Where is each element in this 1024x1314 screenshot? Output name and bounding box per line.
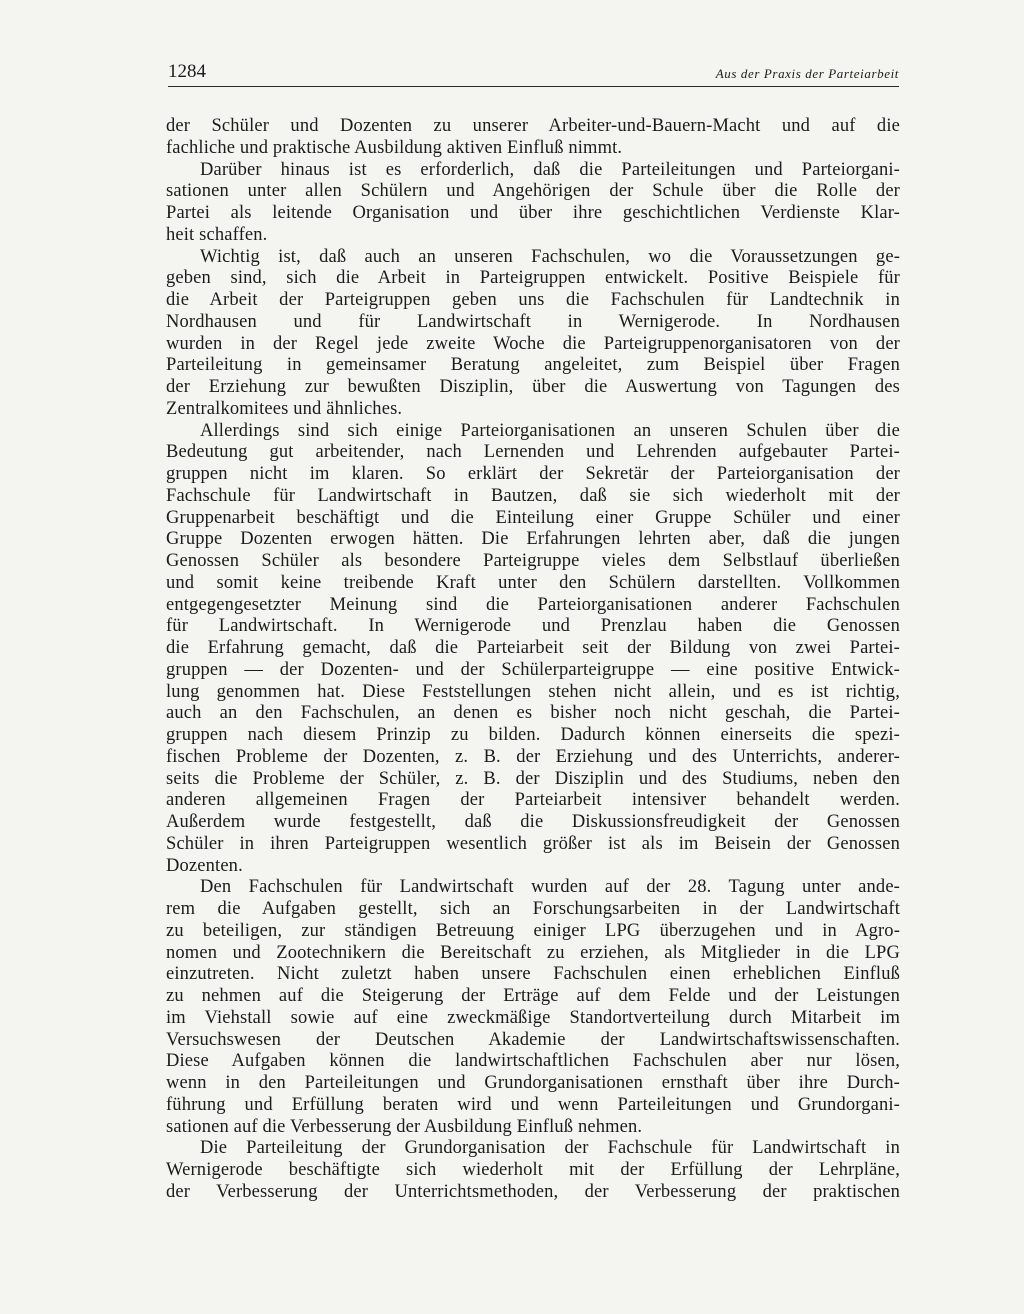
text-line: Zentralkomitees und ähnliches. <box>166 398 403 419</box>
text-line: Versuchswesen der Deutschen Akademie der Landwirtschaftswissenschaften. <box>166 1029 900 1050</box>
text-line: Schüler in ihren Parteigruppen wesentlich größer ist als im Beisein der Genossen <box>166 833 900 854</box>
text-line: die Erfahrung gemacht, daß die Parteiarbeit seit der Bildung von zwei Partei- <box>166 638 900 658</box>
text-line: Gruppe Dozenten erwogen hätten. Die Erfahrungen lehrten aber, daß die jungen <box>166 529 900 550</box>
text-line: Diese Aufgaben können die landwirtschaftlichen Fachschulen aber nur lösen, <box>166 1051 900 1072</box>
text-line: rem die Aufgaben gestellt, sich an Forschungsarbeiten in der Landwirtschaft <box>166 899 900 919</box>
text-line: der Verbesserung der Unterrichtsmethoden, der Verbesserung der praktischen <box>166 1181 900 1202</box>
text-line: Den Fachschulen für Landwirtschaft wurden auf der 28. Tagung unter ande- <box>200 877 900 898</box>
text-line: wenn in den Parteileitungen und Grundorganisationen ernsthaft über ihre Durch- <box>166 1073 900 1093</box>
text-line: Genossen Schüler als besondere Parteigruppe vieles dem Selbstlauf überließen <box>166 551 900 571</box>
text-line: führung und Erfüllung beraten wird und wenn Parteileitungen und Grundorgani- <box>166 1094 900 1115</box>
page-header <box>168 62 899 87</box>
text-line: Parteileitung in gemeinsamer Beratung angeleitet, zum Beispiel über Fragen <box>166 355 900 376</box>
paragraph <box>166 247 900 421</box>
text-line: geben sind, sich die Arbeit in Parteigruppen entwickelt. Positive Beispiele für <box>166 268 900 289</box>
text-line: sationen auf die Verbesserung der Ausbildung Einfluß nehmen. <box>166 1116 643 1137</box>
text-line: entgegengesetzter Meinung sind die Parteiorganisationen anderer Fachschulen <box>166 594 900 615</box>
text-line: Wernigerode beschäftigte sich wiederholt mit der Erfüllung der Lehrpläne, <box>166 1160 900 1180</box>
paragraph <box>166 116 900 160</box>
text-line: für Landwirtschaft. In Wernigerode und Prenzlau haben die Genossen <box>166 616 900 637</box>
text-line: im Viehstall sowie auf eine zweckmäßige Standortverteilung durch Mitarbeit im <box>166 1007 900 1028</box>
text-line: Die Parteileitung der Grundorganisation der Fachschule für Landwirtschaft in <box>200 1138 900 1159</box>
text-line: lung genommen hat. Diese Feststellungen stehen nicht allein, und es ist richtig, <box>166 681 900 702</box>
text-line: fischen Probleme der Dozenten, z. B. der Erziehung und des Unterrichts, anderer- <box>166 746 900 767</box>
text-line: fachliche und praktische Ausbildung aktiven Einfluß nimmt. <box>166 137 623 158</box>
text-line: gruppen nicht im klaren. So erklärt der Sekretär der Parteiorganisation der <box>166 464 900 484</box>
text-line: wurden in der Regel jede zweite Woche die Parteigruppenorganisatoren von der <box>166 333 900 354</box>
text-line: einzutreten. Nicht zuletzt haben unsere Fachschulen einen erheblichen Einfluß <box>166 964 900 985</box>
text-line: der Schüler und Dozenten zu unserer Arbeiter-und-Bauern-Macht und auf die <box>166 116 900 136</box>
text-line: Fachschule für Landwirtschaft in Bautzen, daß sie sich wiederholt mit der <box>166 485 900 506</box>
text-line: auch an den Fachschulen, an denen es bisher noch nicht geschah, die Partei- <box>166 703 900 724</box>
text-line: der Erziehung zur bewußten Disziplin, über die Auswertung von Tagungen des <box>166 377 900 397</box>
text-line: nomen und Zootechnikern die Bereitschaft zu erziehen, als Mitglieder in die LPG <box>166 942 900 963</box>
text-line: Darüber hinaus ist es erforderlich, daß die Parteileitungen und Parteiorgani- <box>200 159 900 180</box>
text-line: Nordhausen und für Landwirtschaft in Wernigerode. In Nordhausen <box>166 311 900 332</box>
text-line: Wichtig ist, daß auch an unseren Fachschulen, wo die Voraussetzungen ge- <box>200 246 900 267</box>
text-line: anderen allgemeinen Fragen der Parteiarbeit intensiver behandelt werden. <box>166 790 900 811</box>
text-line: gruppen nach diesem Prinzip zu bilden. Dadurch können einerseits die spezi- <box>166 725 900 745</box>
page-number: 1284 <box>168 61 206 82</box>
text-line: Gruppenarbeit beschäftigt und die Einteilung einer Gruppe Schüler und einer <box>166 507 900 528</box>
text-line: zu beteiligen, zur ständigen Betreuung einiger LPG überzugehen und in Agro- <box>166 920 900 941</box>
text-line: Allerdings sind sich einige Parteiorganisationen an unseren Schulen über die <box>200 420 900 441</box>
text-line: gruppen — der Dozenten- und der Schülerparteigruppe — eine positive Entwick- <box>166 659 900 680</box>
paragraph <box>166 1138 900 1203</box>
text-line: Außerdem wurde festgestellt, daß die Diskussionsfreudigkeit der Genossen <box>166 812 900 832</box>
body-text <box>166 116 900 1204</box>
text-line: zu nehmen auf die Steigerung der Erträge auf dem Felde und der Leistungen <box>166 986 900 1006</box>
paragraph <box>166 877 900 1138</box>
text-line: und somit keine treibende Kraft unter den Schülern darstellten. Vollkommen <box>166 572 900 593</box>
text-line: seits die Probleme der Schüler, z. B. der Disziplin und des Studiums, neben den <box>166 768 900 789</box>
text-line: Partei als leitende Organisation und über ihre geschichtlichen Verdienste Klar- <box>166 203 900 223</box>
text-line: sationen unter allen Schülern und Angehörigen der Schule über die Rolle der <box>166 181 900 202</box>
paragraph <box>166 421 900 878</box>
paragraph <box>166 160 900 247</box>
text-line: heit schaffen. <box>166 224 268 245</box>
text-line: Dozenten. <box>166 855 243 876</box>
text-line: Bedeutung gut arbeitender, nach Lernenden und Lehrenden aufgebauter Partei- <box>166 442 900 463</box>
text-line: die Arbeit der Parteigruppen geben uns die Fachschulen für Landtechnik in <box>166 290 900 310</box>
running-head: Aus der Praxis der Parteiarbeit <box>715 66 899 81</box>
